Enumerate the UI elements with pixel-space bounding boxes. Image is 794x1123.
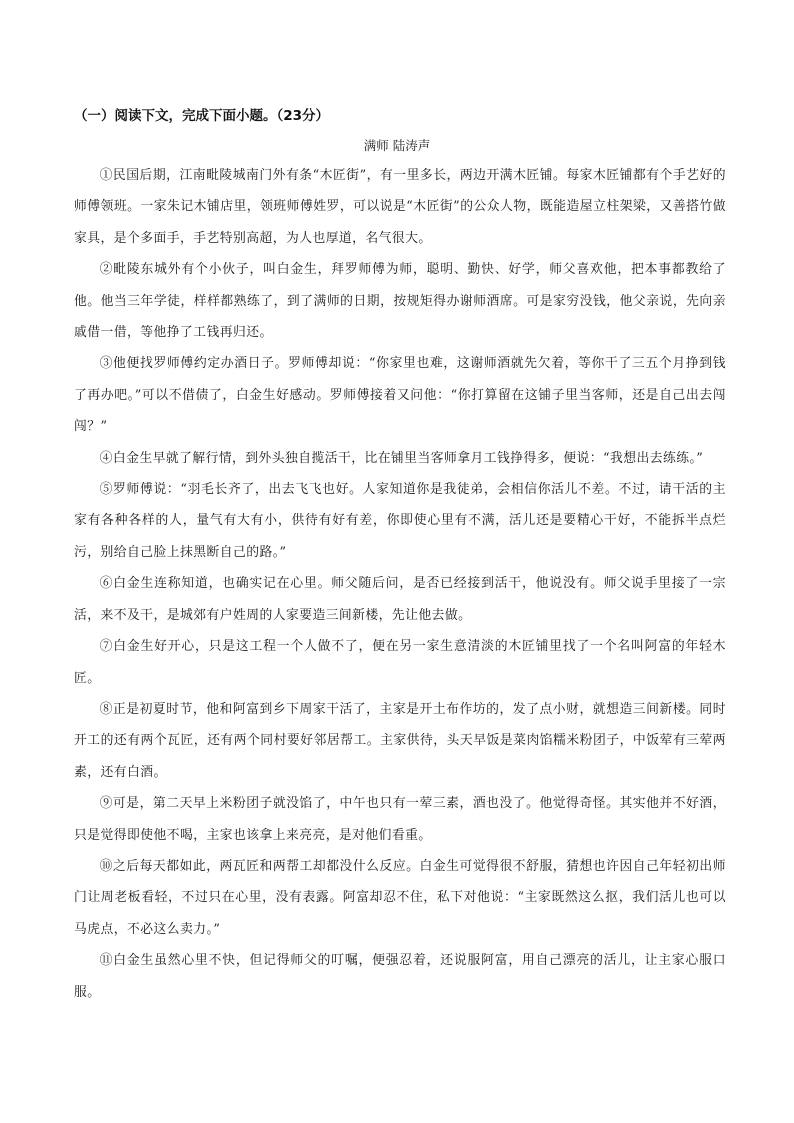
paragraph: ⑤罗师傅说：“羽毛长齐了，出去飞飞也好。人家知道你是我徒弟，会相信你活儿不差。不过，请干活的主家有各种各样的人，量气有大有小，供待有好有差，你即使心里有不满，活儿还是要精心干好，不能拆半点烂污，别给自己脸上抹黑断自己的路。” (74, 482, 726, 560)
paragraph: ④白金生早就了解行情，到外头独自揽活干，比在铺里当客师拿月工钱挣得多，便说：“我想出去练练。” (99, 450, 704, 466)
paragraph: ⑥白金生连称知道，也确实记在心里。师父随后问，是否已经接到活干，他说没有。师父说手里接了一宗活，来不及干，是城郊有户姓周的人家要造三间新楼，先让他去做。 (74, 576, 726, 623)
paragraph: ⑦白金生好开心，只是这工程一个人做不了，便在另一家生意清淡的木匠铺里找了一个名叫阿富的年轻木匠。 (74, 639, 726, 686)
paragraph: ⑩之后每天都如此，两瓦匠和两帮工却都没什么反应。白金生可觉得很不舒服，猜想也许因自己年轻初出师门让周老板看轻，不过只在心里，没有表露。阿富却忍不住，私下对他说：“主家既然这么抠，我们活儿也可以马虎点，不必这么卖力。” (74, 858, 726, 937)
paragraph: ①民国后期，江南毗陵城南门外有条“木匠街”，有一里多长，两边开满木匠铺。每家木匠铺都有个手艺好的师傅领班。一家朱记木铺店里，领班师傅姓罗，可以说是“木匠街”的公众人物，既能造屋立柱架梁，又善搭竹做家具，是个多面手，手艺特别高超，为人也厚道，名气很大。 (74, 168, 726, 246)
paragraph: ③他便找罗师傅约定办酒日子。罗师傅却说：“你家里也难，这谢师酒就先欠着，等你干了三五个月挣到钱了再办吧。”可以不借债了，白金生好感动。罗师傅接着又问他：“你打算留在这铺子里当客师，还是自己出去闯闯？” (74, 356, 726, 435)
paragraph: ⑧正是初夏时节，他和阿富到乡下周家干活了，主家是开土布作坊的，发了点小财，就想造三间新楼。同时开工的还有两个瓦匠，还有两个同村要好邻居帮工。主家供待，头天早饭是菜肉馅糯米粉团子，中饭荤有三荤两素，还有白酒。 (74, 701, 726, 780)
section-heading: （一）阅读下文，完成下面小题。（23分） (74, 108, 330, 124)
paragraph: ②毗陵东城外有个小伙子，叫白金生，拜罗师傅为师，聪明、勤快、好学，师父喜欢他，把本事都教给了他。他当三年学徒，样样都熟练了，到了满师的日期，按规矩得办谢师酒席。可是家穷没钱，他父亲说，先向亲戚借一借，等他挣了工钱再归还。 (74, 262, 726, 341)
paragraph: ⑨可是，第二天早上米粉团子就没馅了，中午也只有一荤三素，酒也没了。他觉得奇怪。其实他并不好酒，只是觉得即使他不喝，主家也该拿上来亮亮，是对他们看重。 (74, 796, 726, 843)
paragraph: ⑪白金生虽然心里不快，但记得师父的叮嘱，便强忍着，还说服阿富，用自己漂亮的活儿，让主家心服口服。 (74, 953, 726, 1000)
article-title: 满师 陆涛声 (363, 138, 431, 153)
article-body (74, 160, 726, 1008)
